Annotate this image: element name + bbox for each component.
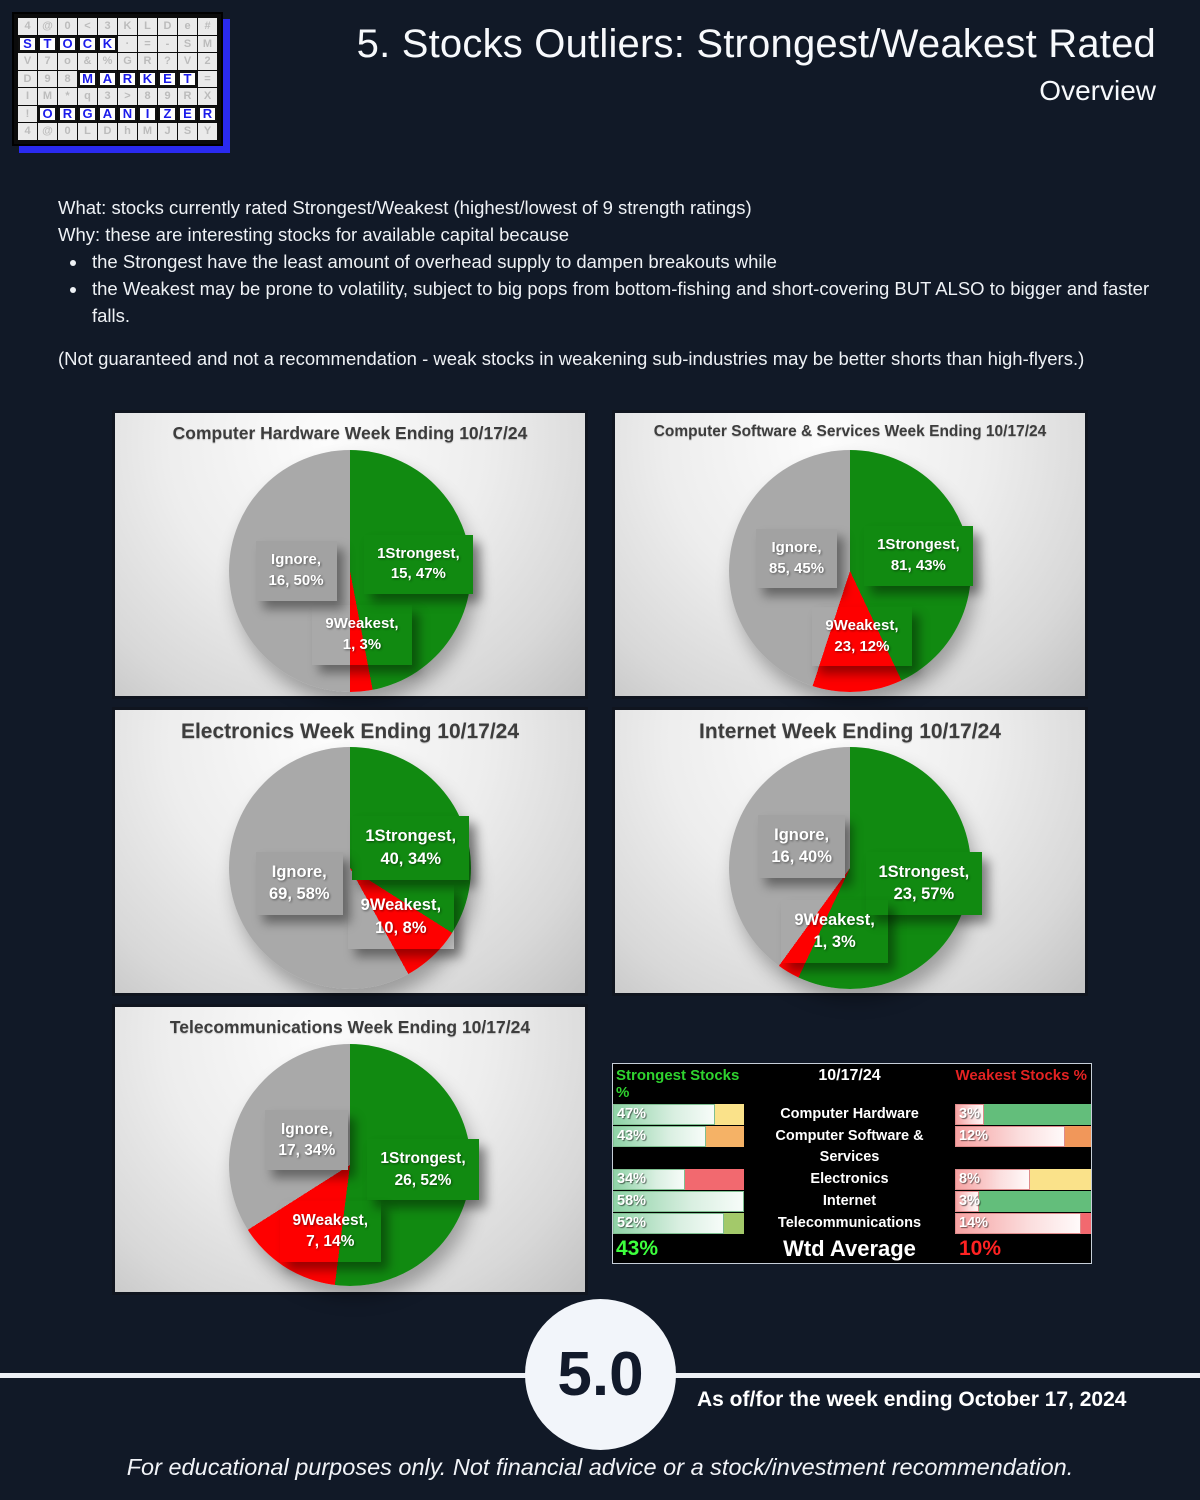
table-row: [613, 1126, 1091, 1168]
pie-label-value: 16, 40%: [771, 848, 832, 867]
logo-tile: T: [178, 71, 197, 88]
disclaimer-text: For educational purposes only. Not financial advice or a stock/investment recommendation.: [126, 1454, 1074, 1480]
logo-tile: S: [178, 123, 197, 140]
logo-tile: 2: [198, 53, 217, 70]
pie-label-name: Ignore,: [281, 1120, 333, 1138]
pie-panel-1: [112, 410, 588, 699]
logo-tile: >: [118, 88, 137, 105]
table-footer-row: [613, 1235, 1091, 1263]
pie-label-value: 85, 45%: [769, 559, 825, 577]
pie-label-ignore: [256, 852, 343, 916]
logo-tile: A: [98, 106, 117, 123]
table-row: [613, 1191, 1091, 1212]
logo-tile: N: [118, 106, 137, 123]
weakest-value: 8%: [959, 1171, 980, 1187]
logo-tile: T: [38, 36, 57, 53]
logo-tile: S: [18, 36, 37, 53]
strongest-value: 34%: [617, 1171, 647, 1187]
sector-cell: Computer Software & Services: [775, 1128, 924, 1165]
summary-table: [612, 1063, 1092, 1264]
pie-label-value: 1, 3%: [342, 636, 382, 654]
pie-label-ignore: [265, 1110, 348, 1171]
pie-label-weakest: [781, 900, 887, 964]
table-footer-strongest: 43%: [616, 1237, 659, 1260]
logo-tile: R: [58, 106, 77, 123]
pie-label-strongest: [367, 1139, 478, 1200]
logo-tile: -: [158, 36, 177, 53]
strongest-bar-cell: [613, 1213, 744, 1234]
logo-tile: h: [118, 123, 137, 140]
logo-tile: 4: [18, 18, 37, 35]
pie-label-name: 9Weakest,: [825, 616, 899, 634]
logo-tile: C: [78, 36, 97, 53]
pie-label-ignore: [256, 541, 337, 600]
strongest-value: 52%: [617, 1215, 647, 1231]
logo-tile: Y: [198, 123, 217, 140]
pie-label-value: 26, 52%: [394, 1171, 452, 1189]
pie-label-ignore: [756, 529, 837, 588]
header-block: [250, 22, 1156, 107]
logo-tile: 7: [38, 53, 57, 70]
pie-label-ignore: [758, 815, 845, 879]
logo-tile: L: [138, 18, 157, 35]
logo-tile: 0: [58, 123, 77, 140]
score-badge: 5.0: [525, 1299, 676, 1450]
table-row: [613, 1213, 1091, 1234]
bullet-item: • the Strongest have the least amount of overhead supply to dampen breakouts while: [88, 248, 1156, 275]
pie-label-strongest: [864, 526, 973, 585]
logo-tile: A: [98, 71, 117, 88]
sector-cell: Computer Hardware: [780, 1106, 919, 1122]
pie-label-value: 16, 50%: [268, 571, 324, 589]
logo-tile: 0: [58, 18, 77, 35]
logo-tile: I: [18, 88, 37, 105]
pie-label-strongest: [364, 535, 473, 594]
page-title: 5. Stocks Outliers: Strongest/Weakest Rated: [356, 22, 1156, 66]
logo-tile: @: [38, 123, 57, 140]
logo-tile: *: [58, 88, 77, 105]
pie-title: Computer Hardware Week Ending 10/17/24: [172, 423, 528, 443]
strongest-value: 47%: [617, 1106, 647, 1122]
pie-title: Telecommunications Week Ending 10/17/24: [169, 1017, 531, 1037]
logo-tile: R: [178, 88, 197, 105]
table-header-weakest: Weakest Stocks %: [955, 1067, 1087, 1084]
table-footer-label: Wtd Average: [783, 1236, 916, 1261]
pie-label-weakest: [312, 605, 411, 664]
pie-label-name: Ignore,: [771, 539, 822, 557]
pie-label-name: 9Weakest,: [292, 1211, 369, 1229]
logo-tile: D: [158, 18, 177, 35]
logo-tile: I: [138, 106, 157, 123]
pie-label-name: Ignore,: [774, 825, 830, 844]
pie-title: Electronics Week Ending 10/17/24: [180, 720, 520, 743]
asof-text: As of/for the week ending October 17, 2024: [697, 1388, 1127, 1411]
logo-tile: 4: [18, 123, 37, 140]
strongest-bar-cell: [613, 1169, 744, 1190]
intro-what: What: stocks currently rated Strongest/Weakest (highest/lowest of 9 strength ratings): [58, 197, 752, 218]
logo-tile: 3: [98, 88, 117, 105]
pie-label-name: 9Weakest,: [325, 615, 399, 633]
pie-label-name: 1Strongest,: [380, 1150, 466, 1168]
pie-label-value: 40, 34%: [380, 850, 441, 869]
weakest-value: 12%: [959, 1128, 989, 1144]
logo-tile: #: [198, 18, 217, 35]
pie-label-weakest: [280, 1201, 382, 1262]
logo-tile: %: [98, 53, 117, 70]
logo-tile: L: [78, 123, 97, 140]
pie-panel-4: [612, 707, 1088, 996]
logo-tile: q: [78, 88, 97, 105]
logo-tile: G: [78, 106, 97, 123]
pie-label-value: 69, 58%: [269, 885, 330, 904]
logo-tile: K: [118, 18, 137, 35]
strongest-value: 43%: [617, 1128, 647, 1144]
logo-tile: 8: [58, 71, 77, 88]
pie-label-name: 1Strongest,: [877, 536, 960, 554]
strongest-bar-cell: [613, 1126, 744, 1147]
stock-market-organizer-logo: [12, 12, 223, 146]
logo-tile: M: [138, 123, 157, 140]
logo-tile: =: [198, 71, 217, 88]
logo-tile: S: [178, 36, 197, 53]
pie-label-weakest: [812, 607, 911, 666]
weakest-bar-cell: [955, 1126, 1091, 1147]
logo-tile: E: [158, 71, 177, 88]
intro-note: (Not guaranteed and not a recommendation - weak stocks in weakening sub-industries may be better shorts than high-flyers.): [58, 348, 1085, 369]
strongest-bar-cell: [613, 1191, 744, 1212]
pie-label-value: 81, 43%: [890, 556, 946, 574]
logo-tile: K: [98, 36, 117, 53]
pie-label-name: 1Strongest,: [878, 862, 970, 881]
logo-tile: <: [78, 18, 97, 35]
weakest-bar-cell: [955, 1169, 1091, 1190]
pie-label-name: 1Strongest,: [377, 544, 460, 562]
logo-tile: @: [38, 18, 57, 35]
logo-tile: X: [198, 88, 217, 105]
intro-section: [58, 194, 1156, 372]
pie-label-value: 10, 8%: [375, 919, 427, 938]
pie-label-value: 23, 57%: [893, 885, 955, 904]
sector-cell: Internet: [822, 1193, 877, 1209]
weakest-bar-cell: [955, 1191, 1091, 1212]
table-header-row: [613, 1064, 1091, 1103]
logo-tile: O: [58, 36, 77, 53]
table-header-strongest: Strongest Stocks %: [616, 1067, 740, 1101]
pie-label-weakest: [348, 885, 454, 949]
logo-tile: R: [118, 71, 137, 88]
table-header-date: 10/17/24: [818, 1067, 881, 1084]
table-row: [613, 1104, 1091, 1125]
logo-tile: E: [178, 106, 197, 123]
weakest-bar-cell: [955, 1213, 1091, 1234]
intro-why: Why: these are interesting stocks for available capital because: [58, 224, 570, 245]
pie-panel-2: [612, 410, 1088, 699]
logo-tile: 9: [38, 71, 57, 88]
pie-label-name: Ignore,: [271, 551, 322, 569]
logo-tile: o: [58, 53, 77, 70]
logo-tile: D: [18, 71, 37, 88]
pie-label-value: 15, 47%: [390, 565, 446, 583]
logo-tile: &: [78, 53, 97, 70]
logo-tile: 8: [138, 88, 157, 105]
logo-tile: J: [158, 123, 177, 140]
logo-tile: D: [98, 123, 117, 140]
pie-label-name: 9Weakest,: [360, 896, 442, 915]
logo-tile: M: [78, 71, 97, 88]
pie-label-value: 7, 14%: [306, 1233, 355, 1251]
intro-bullets: [64, 248, 1156, 329]
logo-tile: V: [178, 53, 197, 70]
pie-title: Computer Software & Services Week Ending 10/17/24: [653, 423, 1047, 440]
logo-tile: M: [198, 36, 217, 53]
logo-tile: !: [18, 106, 37, 123]
logo-tile: Z: [158, 106, 177, 123]
pie-panel-3: [112, 707, 588, 996]
sector-cell: Electronics: [810, 1171, 889, 1187]
logo-tile: =: [138, 36, 157, 53]
logo-tile: e: [178, 18, 197, 35]
logo-tile: ·: [118, 36, 137, 53]
pie-label-name: 9Weakest,: [794, 910, 875, 929]
pie-title: Internet Week Ending 10/17/24: [699, 720, 1001, 743]
logo-tile: ?: [158, 53, 177, 70]
weakest-value: 3%: [959, 1106, 980, 1122]
page-subtitle: Overview: [1039, 75, 1156, 106]
table-footer-weakest: 10%: [959, 1237, 1002, 1260]
bullet-item: • the Weakest may be prone to volatility, subject to big pops from bottom-fishing and short-covering BUT ALSO to bigger and faster falls.: [88, 275, 1156, 329]
pie-label-name: 1Strongest,: [365, 827, 457, 846]
logo-tile: K: [138, 71, 157, 88]
weakest-value: 14%: [959, 1215, 989, 1231]
logo-tile: G: [118, 53, 137, 70]
sector-cell: Telecommunications: [777, 1215, 922, 1231]
logo-tile: 3: [98, 18, 117, 35]
logo-tile: M: [38, 88, 57, 105]
strongest-value: 58%: [617, 1193, 647, 1209]
weakest-bar-cell: [955, 1104, 1091, 1125]
pie-label-value: 1, 3%: [813, 933, 856, 952]
logo-tile: R: [138, 53, 157, 70]
pie-label-strongest: [352, 816, 469, 880]
logo-tile: R: [198, 106, 217, 123]
logo-tile: O: [38, 106, 57, 123]
logo-tile: 9: [158, 88, 177, 105]
weakest-value: 3%: [959, 1193, 980, 1209]
pie-label-name: Ignore,: [271, 862, 327, 881]
strongest-bar-cell: [613, 1104, 744, 1125]
table-row: [613, 1169, 1091, 1190]
pie-panel-5: [112, 1004, 588, 1295]
logo-tile: V: [18, 53, 37, 70]
pie-label-value: 23, 12%: [834, 637, 890, 655]
pie-label-value: 17, 34%: [278, 1141, 336, 1159]
